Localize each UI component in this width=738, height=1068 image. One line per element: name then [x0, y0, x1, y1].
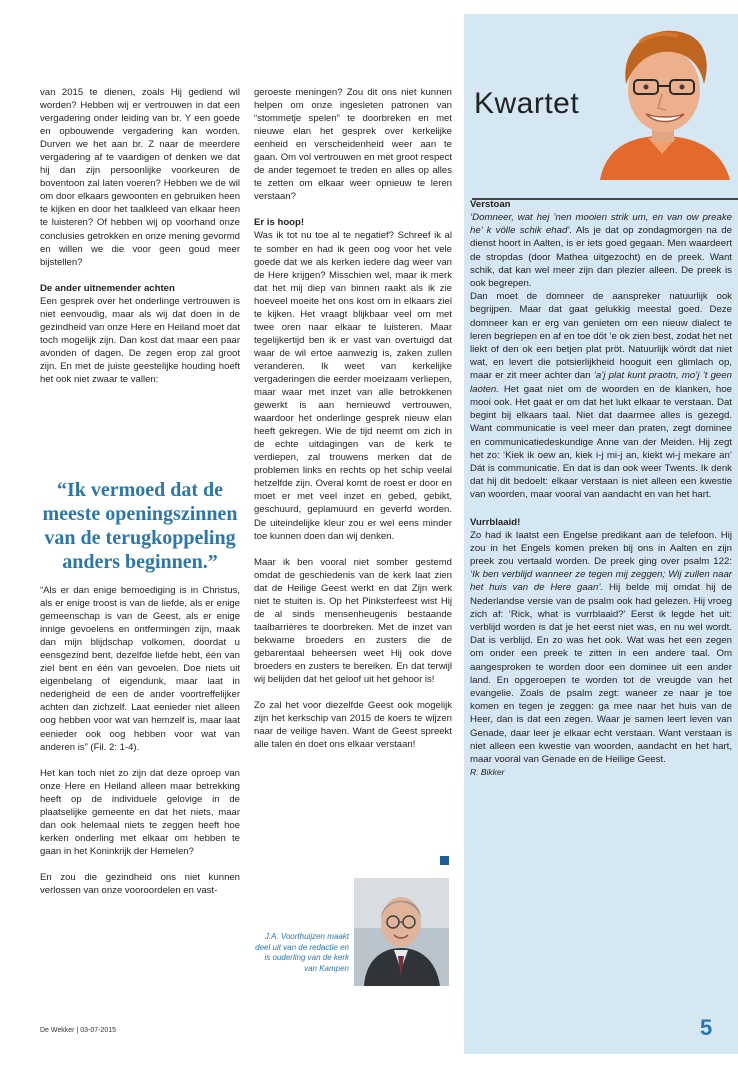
section-heading: Er is hoop! [254, 217, 305, 229]
dialect-quote: ‘Domneer, wat hej ’nen mooien strik um, en van ow preake he’ k völle schik ehad’. [470, 212, 732, 237]
section-heading: De ander uitnemender achten [40, 282, 175, 294]
sidebar-title: Kwartet [474, 87, 580, 120]
paragraph: Een gesprek over het onderlinge vertrouwen is niet eenvoudig, maar als wij dat doen in de gezindheid van onze Here en Heiland moet dat toch mogelijk zijn. Dan kost dat maar een paar avonden of dagen. De zegen erop zal groot zijn. En met de juiste geestelijke houding hoeft het ook niet zwaar te vallen: [40, 295, 240, 385]
article-column-1 [40, 86, 240, 386]
paragraph: Was ik tot nu toe al te negatief? Schreef ik al te somber en had ik geen oog voor het vele goede dat we als kerken iedere dag weer van de Here krijgen? Misschien wel, maar ik merk dat het mij diep van binnen raakt als ik zie hoeveel moeite het ons kost om in elkaars ziel te kijken. Het vraagt blijkbaar veel om met twee oren naar elkaar te luisteren. Maar tegelijkertijd ben ik er vast van overtuigd dat waar de wil ertoe aanwezig is, zaken zullen veranderen. Ik weet van kerkelijke vergaderingen die eerder moeizaam verliepen, maar waar met inzet van alle betrokkenen gewerkt is aan hernieuwd vertrouwen, waardoor het onderlinge gesprek nieuw elan heeft gekregen. Wie de tijd neemt om zich in de echte uitdagingen van de kerk te verdiepen, zal trouwens merken dat de problemen links en rechts op het schip veelal hetzelfde zijn. Overal komt de roest er door en moet er met veel inzet en gebed, gebikt, geschuurd, geplamuurd en geverfd worden. De uiteindelijke kleur zou er wel eens minder toe kunnen doen dan wij denken. [254, 230, 452, 542]
paragraph: Het kan toch niet zo zijn dat deze oproep van onze Here en Heiland alleen maar betrekking heeft op de individuele gelovige in de plaatselijke gemeente en dat het niets, maar dan ook helemaal niets te zeggen heeft hoe kerken onderling met elkaar om hebben te gaan in het Koninkrijk der Hemelen? [40, 767, 240, 857]
paragraph: Dan moet de domneer de aanspreker natuurlijk ook begrijpen. Maar dat gaat gelukkig meestal goed. Deze domneer kan er erg van genieten om een nieuw dialect te leren begriepen en af en toe döt ’e ok zien best, zodat het net liekt of den ok een betjen plat pröt. Natuurlijk wördt dat niet wat, en levert die potsierlijkheid hooguit een glimlach op, maar er zit meer achter dan ‘a’j plat kunt praotn, mo’j ’t geen laoten. Het gaat niet om de woorden en de klanken, hoe mooi ook. Het gaat er om dat het lukt elkaar te verstaan. Dat begint bij elkaars taal. Niet dat daarmee alles is gezegd. Want communicatie is veel meer dan praten, zegt dominee en communicatiedeskundige Anne van der Meiden. Hij zegt het zo: ‘Kiek ik oew an, kiek i-j mi-j an, kiekt wi-j mekare an’ Dát is communicatie. En dat is dan ook weer Twents. Ik denk dat hij dit bedoelt: elkaar verstaan is niet alleen een kwestie van woorden, maar vooral van aandacht en van het hart. [470, 291, 732, 501]
author-photo [354, 878, 449, 986]
sidebar-column [470, 198, 732, 779]
dialect-quote: ‘a’j plat kunt praotn, mo’j ’t geen laoten. [470, 370, 732, 395]
magazine-footer: De Wekker | 03-07-2015 [40, 1027, 117, 1034]
pull-quote: “Ik vermoed dat de meeste openingszinnen van de terugkoppeling anders beginnen.” [42, 479, 238, 573]
paragraph: ‘Domneer, wat hej ’nen mooien strik um, en van ow preake he’ k völle schik ehad’. Als je dat op zondagmorgen na de dienst hoort in Aalten, is er iets goed gegaan. Men waardeert de stropdas (door Mathea uitgezocht) en de preek. Want schik, dat kan wel meer zijn dan plezier alleen. De preek is ook begrepen. [470, 212, 732, 290]
article-column-2 [254, 86, 452, 751]
paragraph: van 2015 te dienen, zoals Hij gediend wil worden? Hebben wij er vertrouwen in dat een vergadering onder leiding van br. Y een goede en opbouwende vergadering kan worden. Durven we het aan br. Z naar de meerdere vergadering af te vaardigen of denken we dat hij dan zijn persoonlijke voorkeuren de boventoon zal laten voeren? Hebben we de wil om door elkaars gewoonten en gebruiken heen te kijken en door het taalkleed van elkaar heen te luisteren? Of hebben wij op voorhand onze conclusies getrokken en onze mening gevormd en willen we die voor geen goud meer bijstellen? [40, 87, 240, 268]
paragraph: geroeste meningen? Zou dit ons niet kunnen helpen om onze ingesleten patronen van “stommetje spelen” te doorbreken en met nieuwe elan het gesprek over kerkelijke eenheid en verscheidenheid weer aan te gaan. Om vol vertrouwen en met groot respect de ander tegemoet te treden en alles op alles te zetten om elkaar weer opnieuw te leren verstaan? [254, 87, 452, 203]
section-heading: Verstoan [470, 199, 511, 210]
section-heading: Vurrblaaid! [470, 516, 521, 528]
paragraph: Maar ik ben vooral niet somber gestemd omdat de geschiedenis van de kerk laat zien dat de Heilige Geest werkt en dat Zijn werk niet te stuiten is. Op het Pinksterfeest wist Hij de al sinds mensenheugenis bestaande taalbarrières te doorbreken. Met de inzet van bekwame broeders en zusters die de gebarentaal beheersen weet Hij ook dove broeders en zusters te bereiken. En dat terwijl wij belijden dat het geloof uit het gehoor is! [254, 556, 452, 686]
article-column-1-lower [40, 584, 240, 897]
author-signature: R. Bikker [470, 767, 505, 778]
page-number: 5 [700, 1015, 713, 1040]
columnist-photo [600, 20, 730, 180]
paragraph: Zo zal het voor diezelfde Geest ook mogelijk zijn het kerkschip van 2015 de koers te wijzen naar de veilige haven. Want de Geest spreekt alle talen én doet ons elkaar verstaan! [254, 700, 452, 751]
photo-caption: J.A. Voorthuijzen maakt deel uit van de redactie en is ouderling van de kerk van Kampen [255, 932, 349, 973]
paragraph: En zou die gezindheid ons niet kunnen verlossen van onze vooroordelen en vast- [40, 871, 240, 896]
paragraph: “Als er dan enige bemoediging is in Christus, als er enige troost is van de liefde, als er enige gemeenschap is van de Geest, als er enige innige gevoelens en ontfermingen zijn, maak dan mijn blijdschap volkomen, doordat u eensgezind bent, dezelfde liefde hebt, één van ziel bent en één van gevoelen. Doe niets uit eigenbelang of eigendunk, maar laat in nederigheid de een de ander voortreffelijker achten dan zichzelf. Laat eenieder niet alleen oog hebben voor wat van hemzelf is, maar laat eenieder ook oog hebben voor wat van anderen is” (Fil. 2: 1-4). [40, 585, 240, 753]
psalm-quote: ‘Ik ben verblijd wanneer ze tegen mij zeggen; Wij zullen naar het huis van de Here gaan’. [470, 569, 732, 594]
end-of-article-mark [440, 856, 449, 865]
paragraph: Zo had ik laatst een Engelse predikant aan de telefoon. Hij zou in het Engels komen preken bij ons in Aalten en zijn preek zou vertaald worden. De preek ging over psalm 122: ‘Ik ben verblijd wanneer ze tegen mij zeggen; Wij zullen naar het huis van de Here gaan’. Hij belde mij omdat hij de Nederlandse versie van de psalm ook had gelezen. Hij vroeg zich af: ‘Rick, what is vurrblaaid?’ Eerst ik legde het uit: verblijd worden is dat je het eerst niet was, en nu wel wordt. Dat is verblijd. En zo was het ook. Wat was het een zegen om onder een preek te zitten in een andere taal. Om aangesproken te worden door een dominee uit een ander land. En opgeroepen te worden tot de vreugde van het evangelie. Zoals de psalm zegt: waneer ze naar je toe komen en tegen je zeggen: ga mee naar het huis van de Heer, dan is dat een zegen. Waar je samen leert leven van Genade, daar leer je elkaar echt verstaan. Want verstaan is niet alleen een kwestie van woorden, aandacht en het hart, maar vooral van Genade en de Heilige Geest. [470, 529, 732, 766]
